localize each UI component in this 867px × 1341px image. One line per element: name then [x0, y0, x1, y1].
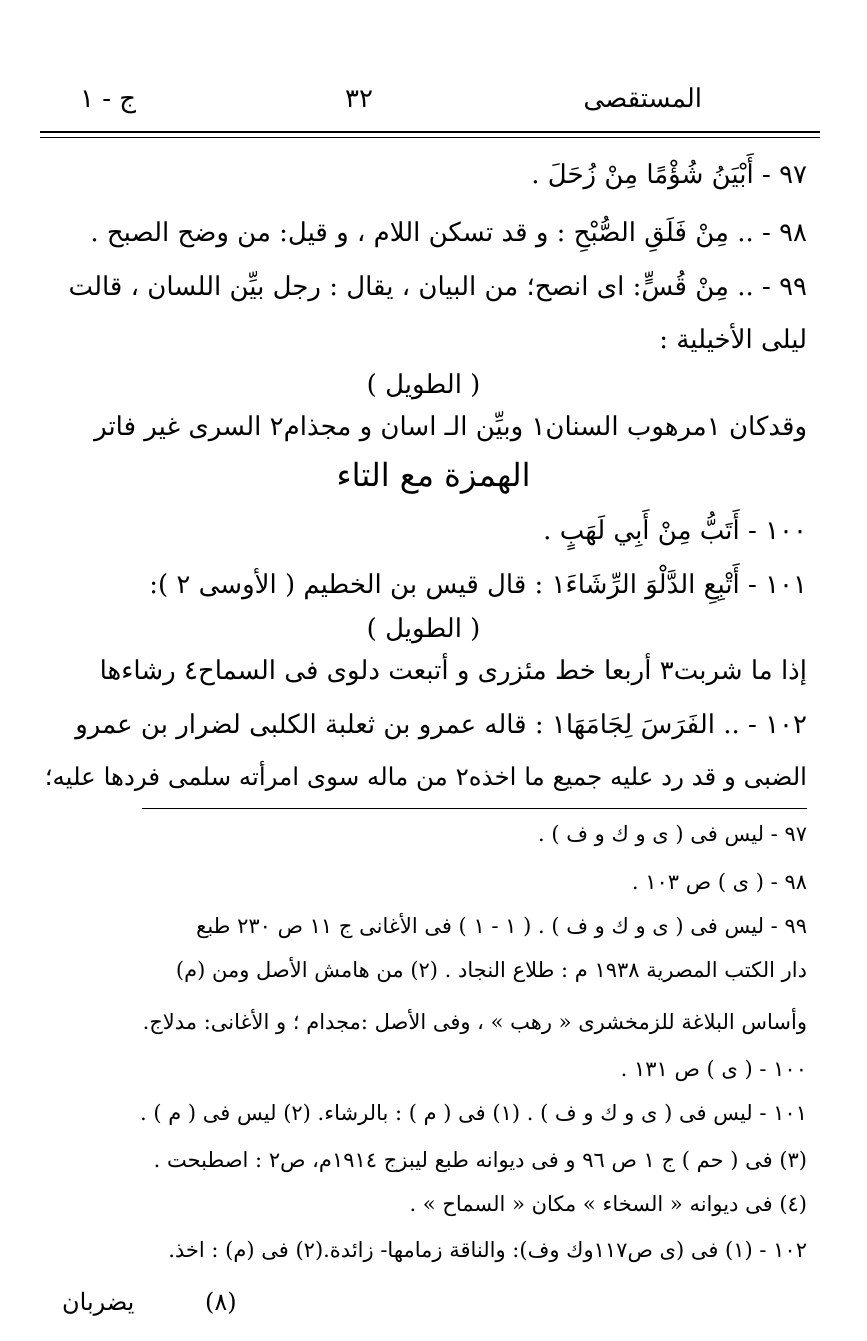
- footnote-99-continued: دار الكتب المصرية ١٩٣٨ م : طلاع النجاد . (٢) من هامش الأصل ومن (م): [175, 958, 807, 982]
- footnote-97: ٩٧ - ليس فى ( ى و ك و ف ) .: [538, 822, 807, 846]
- footnote-99-continued: وأساس البلاغة للزمخشرى « رهب » ، وفى الأصل :مجدام ؛ و الأغانى: مدلاج.: [142, 1010, 807, 1034]
- book-title: المستقصى: [583, 84, 702, 114]
- footnote-98: ٩٨ - ( ى ) ص ١٠٣ .: [631, 870, 807, 894]
- verse-line: إذا ما شربت٣ أربعا خط مئزرى و أتبعت دلوى فى السماح٤ رشاءها: [99, 656, 807, 686]
- entry-97: ٩٧ - أَبْيَنُ شُؤْمًا مِنْ زُحَلَ .: [531, 160, 807, 190]
- header-rule-thin: [40, 137, 820, 138]
- header-rule: [40, 131, 820, 133]
- meter-label: ( الطويل ): [366, 614, 481, 644]
- page-number: ٣٢: [345, 84, 373, 114]
- footnote-100: ١٠٠ - ( ى ) ص ١٣١ .: [620, 1057, 807, 1081]
- verse-line: وقدكان ١مرهوب السنان١ وبيِّن الـ اسان و مجذام٢ السرى غير فاتر: [94, 412, 807, 442]
- signature-mark: (٨): [205, 1288, 237, 1316]
- volume-label: ج - ١: [80, 84, 137, 114]
- footnote-101-continued: (٣) فى ( حم ) ج ١ ص ٩٦ و فى ديوانه طبع ليبزج ١٩١٤م، ص٢ : اصطبحت .: [153, 1148, 807, 1172]
- footnote-rule: [142, 808, 807, 809]
- entry-99: ٩٩ - .. مِنْ قُسٍّ: اى انصح؛ من البيان ، يقال : رجل بيِّن اللسان ، قالت: [68, 272, 807, 302]
- entry-98: ٩٨ - .. مِنْ فَلَقِ الصُّبْحِ : و قد تسكن اللام ، و قيل: من وضح الصبح .: [90, 218, 807, 248]
- entry-102: ١٠٢ - .. الفَرَسَ لِجَامَهَا١ : قاله عمرو بن ثعلبة الكلبى لضرار بن عمرو: [75, 710, 807, 740]
- entry-101: ١٠١ - أَتْبِعِ الدَّلْوَ الرِّشَاءَ١ : قال قيس بن الخطيم ( الأوسى ٢ ):: [149, 570, 807, 600]
- entry-100: ١٠٠ - أَتَبُّ مِنْ أَبِي لَهَبٍ .: [543, 516, 807, 546]
- meter-label: ( الطويل ): [366, 370, 481, 400]
- section-title: الهمزة مع التاء: [336, 456, 531, 494]
- catchword: يضربان: [62, 1288, 135, 1316]
- footnote-101: ١٠١ - ليس فى ( ى و ك و ف ) . (١) فى ( م ) : بالرشاء. (٢) ليس فى ( م ) .: [140, 1101, 807, 1125]
- entry-102-continued: الضبى و قد رد عليه جميع ما اخذه٢ من ماله سوى امرأته سلمى فردها عليه؛: [44, 762, 807, 791]
- footnote-99: ٩٩ - ليس فى ( ى و ك و ف ) . ( ١ - ١ ) فى الأغانى ج ١١ ص ٢٣٠ طبع: [196, 914, 807, 938]
- entry-99-continued: ليلى الأخيلية :: [659, 325, 807, 355]
- footnote-101-continued: (٤) فى ديوانه « السخاء » مكان « السماح » .: [409, 1192, 807, 1216]
- footnote-102: ١٠٢ - (١) فى (ى ص١١٧وك وف): والناقة زمامها- زائدة.(٢) فى (م) : اخذ.: [168, 1238, 807, 1262]
